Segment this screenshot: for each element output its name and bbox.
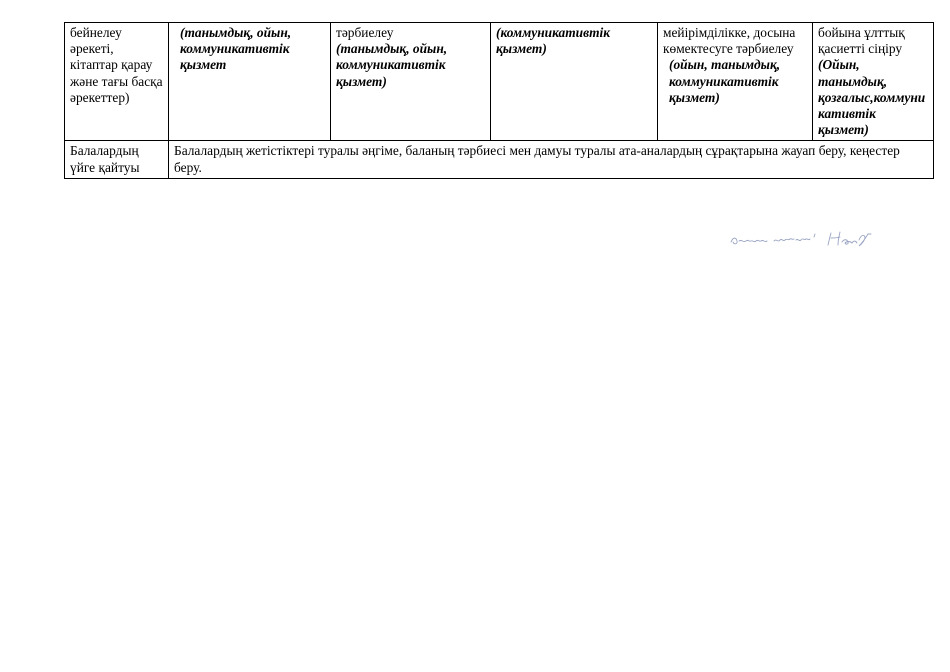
table-cell-friday [813,23,934,141]
table-cell-tuesday [331,23,491,141]
table-cell-wednesday [491,23,658,141]
row-label: Балалардың үйге қайтуы [70,143,140,175]
table-cell-thursday [658,23,813,141]
table-cell-row-label [65,141,169,178]
table-cell-monday [169,23,331,141]
table-cell-merged-content [169,141,934,178]
activity-type-note: (ойын, танымдық, коммуникативтік қызмет) [669,57,781,105]
table-cell-activity-type [65,23,169,141]
cell-text: мейірімділікке, досына көмектесуге тәрбиелеу [663,25,796,57]
cell-text: тәрбиелеу [336,25,394,40]
activity-type-note: (танымдық, ойын, коммуникативтік қызмет [180,25,292,73]
activity-type-note: (танымдық, ойын, коммуникативтік қызмет) [336,41,448,89]
cell-text: Балалардың жетістіктері туралы әңгіме, баланың тәрбиесі мен дамуы туралы ата-аналардың сұрақтарына жауап беру, кеңестер беру. [174,143,900,175]
activity-type-note: (Ойын, танымдық, қозғалыс,коммуникативтік қызмет) [818,57,926,138]
table-row [65,23,934,141]
table-row [65,141,934,178]
cell-text: бейнелеу әрекеті, кітаптар қарау және тағы басқа әрекеттер) [70,25,163,105]
daily-plan-table [64,22,934,179]
activity-type-note: (коммуникативтік қызмет) [496,25,611,57]
cell-text: бойына ұлттық қасиетті сіңіру [818,25,905,57]
handwritten-signature [728,226,888,252]
